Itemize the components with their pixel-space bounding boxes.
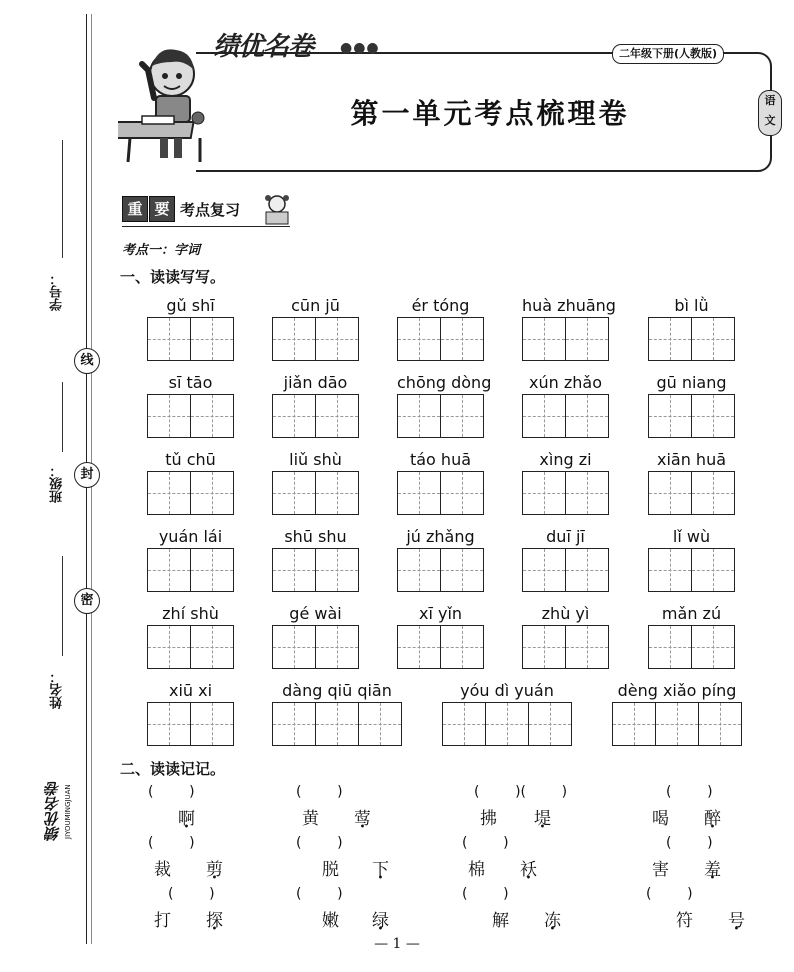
word-item [272, 527, 359, 593]
writing-cell[interactable] [147, 471, 191, 515]
tianzige-boxes [147, 548, 234, 592]
writing-cell[interactable] [272, 625, 316, 669]
writing-cell[interactable] [440, 471, 484, 515]
writing-cell[interactable] [612, 702, 656, 746]
answer-parentheses[interactable]: ( ) [168, 886, 215, 902]
remember-item [646, 835, 786, 881]
writing-cell[interactable] [397, 394, 441, 438]
remember-item [148, 784, 288, 830]
writing-cell[interactable] [315, 548, 359, 592]
word-item [272, 296, 359, 362]
tianzige-boxes [648, 394, 735, 438]
tianzige-boxes [397, 625, 484, 669]
answer-parentheses[interactable]: ( ) [462, 835, 509, 851]
writing-cell[interactable] [190, 317, 234, 361]
word-item [397, 527, 484, 593]
writing-cell[interactable] [147, 625, 191, 669]
writing-cell[interactable] [522, 625, 566, 669]
hanzi-char: 喝 [652, 809, 669, 829]
pinyin-label: mǎn zú [661, 604, 722, 623]
writing-cell[interactable] [648, 394, 692, 438]
writing-cell[interactable] [190, 471, 234, 515]
writing-cell[interactable] [442, 702, 486, 746]
writing-cell[interactable] [648, 625, 692, 669]
hanzi-char: 拂 [480, 809, 497, 829]
tianzige-boxes [272, 548, 359, 592]
word-item [522, 373, 609, 439]
writing-cell[interactable] [190, 702, 234, 746]
word-item [397, 604, 484, 670]
writing-cell[interactable] [691, 625, 735, 669]
remember-item [462, 886, 602, 932]
writing-cell[interactable] [190, 625, 234, 669]
side-logo-text: 绩优名卷 [44, 781, 62, 841]
writing-cell[interactable] [147, 394, 191, 438]
writing-cell[interactable] [272, 471, 316, 515]
writing-cell[interactable] [397, 471, 441, 515]
tianzige-boxes [147, 471, 234, 515]
remember-item [646, 886, 786, 932]
brand-logo: 绩优名卷 [213, 32, 314, 62]
tianzige-boxes [397, 394, 484, 438]
hanzi-char: 羞 • [704, 855, 721, 880]
word-item [272, 604, 359, 670]
page-number: — 1 — [374, 936, 420, 952]
word-item [397, 373, 492, 439]
writing-cell[interactable] [147, 317, 191, 361]
student-id-label: 学号： [50, 272, 65, 312]
answer-parentheses[interactable]: ( ) [296, 886, 343, 902]
writing-cell[interactable] [522, 471, 566, 515]
writing-cell[interactable] [147, 548, 191, 592]
seal-circle-feng: 封 [74, 462, 100, 488]
tianzige-boxes [272, 471, 359, 515]
word-item [147, 296, 234, 362]
writing-cell[interactable] [440, 394, 484, 438]
pinyin-label: xìng zi [539, 450, 592, 469]
writing-cell[interactable] [648, 317, 692, 361]
writing-cell[interactable] [691, 471, 735, 515]
writing-cell[interactable] [655, 702, 699, 746]
answer-parentheses[interactable]: ( )( ) [474, 784, 568, 800]
hanzi-char: 袄 • [520, 855, 537, 880]
hanzi-char: 解 [492, 911, 509, 931]
remember-item [296, 784, 436, 830]
answer-parentheses[interactable]: ( ) [666, 784, 713, 800]
pinyin-label: liǔ shù [289, 450, 342, 469]
pinyin-label: dèng xiǎo píng [617, 681, 737, 700]
word-item [397, 296, 484, 362]
tianzige-boxes [397, 471, 484, 515]
writing-cell[interactable] [565, 548, 609, 592]
writing-cell[interactable] [691, 394, 735, 438]
pinyin-label: táo huā [409, 450, 472, 469]
writing-cell[interactable] [397, 548, 441, 592]
word-item [397, 450, 484, 516]
word-item [612, 681, 742, 747]
writing-cell[interactable] [190, 394, 234, 438]
word-item [648, 296, 735, 362]
writing-cell[interactable] [691, 548, 735, 592]
tianzige-boxes [272, 702, 402, 746]
pinyin-label: ér tóng [411, 296, 470, 315]
name-blank [62, 556, 63, 656]
word-item [147, 450, 234, 516]
hanzi-char: 黄 [302, 809, 319, 829]
badge-text: 考点复习 [180, 200, 241, 219]
tianzige-boxes [272, 625, 359, 669]
section1-title: 一、读读写写。 [120, 268, 226, 286]
writing-cell[interactable] [648, 548, 692, 592]
grade-tag: 二年级下册(人教版) [612, 44, 724, 64]
writing-cell[interactable] [315, 394, 359, 438]
writing-cell[interactable] [528, 702, 572, 746]
writing-cell[interactable] [272, 317, 316, 361]
writing-cell[interactable] [147, 702, 191, 746]
tianzige-boxes [272, 394, 359, 438]
pinyin-label: chōng dòng [397, 373, 492, 392]
word-item [648, 604, 735, 670]
side-logo-pinyin: JIYOUMINGJUAN [64, 784, 72, 839]
remember-item [148, 886, 288, 932]
word-item [272, 450, 359, 516]
writing-cell[interactable] [691, 317, 735, 361]
kaodian-label: 考点一：字词 [122, 243, 201, 258]
word-item [147, 527, 234, 593]
hanzi-char: 莺 • [354, 804, 371, 829]
remember-item [462, 784, 602, 830]
word-item [522, 450, 609, 516]
tianzige-boxes [147, 394, 234, 438]
tianzige-boxes [648, 471, 735, 515]
writing-cell[interactable] [440, 548, 484, 592]
writing-cell[interactable] [565, 394, 609, 438]
hanzi-char: 下 • [372, 855, 389, 880]
pinyin-label: zhù yì [541, 604, 590, 623]
word-item [522, 527, 609, 593]
answer-parentheses[interactable]: ( ) [646, 886, 693, 902]
tianzige-boxes [397, 548, 484, 592]
seal-circle-mi: 密 [74, 588, 100, 614]
hanzi-char: 绿 • [372, 906, 389, 931]
hanzi-char: 剪 • [206, 855, 223, 880]
hanzi-char: 害 [652, 860, 669, 880]
word-item [522, 604, 609, 670]
writing-cell[interactable] [522, 394, 566, 438]
pinyin-label: xiān huā [656, 450, 727, 469]
writing-cell[interactable] [522, 317, 566, 361]
tianzige-boxes [648, 625, 735, 669]
word-item [522, 296, 616, 362]
remember-item [646, 784, 786, 830]
tianzige-boxes [522, 548, 609, 592]
remember-item [148, 835, 288, 881]
pinyin-label: xī yǐn [418, 604, 463, 623]
hanzi-char: 醉 • [704, 804, 721, 829]
writing-cell[interactable] [315, 702, 359, 746]
section-badge [122, 196, 240, 222]
subject-tab [758, 90, 782, 136]
tianzige-boxes [147, 702, 234, 746]
hanzi-char: 脱 [322, 860, 339, 880]
hanzi-char: 裁 [154, 860, 171, 880]
tianzige-boxes [522, 625, 609, 669]
pinyin-label: huà zhuāng [522, 296, 616, 315]
tianzige-boxes [442, 702, 572, 746]
writing-cell[interactable] [315, 625, 359, 669]
badge-char-2: 要 [149, 196, 175, 222]
hanzi-char: 堤 • [534, 804, 551, 829]
side-logo [40, 745, 80, 845]
writing-cell[interactable] [440, 625, 484, 669]
word-item [147, 373, 234, 439]
hanzi-char: 冻 • [544, 906, 561, 931]
writing-cell[interactable] [397, 625, 441, 669]
pinyin-label: gé wài [289, 604, 342, 623]
student-id-blank [62, 140, 63, 258]
hanzi-char: 棉 [468, 860, 485, 880]
writing-cell[interactable] [315, 471, 359, 515]
pinyin-label: jiǎn dāo [283, 373, 348, 392]
answer-parentheses[interactable]: ( ) [666, 835, 713, 851]
word-item [648, 527, 735, 593]
badge-char-1: 重 [122, 196, 148, 222]
remember-item [462, 835, 602, 881]
subject-char-1: 语 [764, 94, 776, 107]
pinyin-label: duī jī [546, 527, 585, 546]
girl-mascot-icon [262, 192, 292, 226]
hanzi-char: 啊 • [178, 804, 195, 829]
answer-parentheses[interactable]: ( ) [296, 784, 343, 800]
hanzi-char: 号 • [728, 906, 745, 931]
writing-cell[interactable] [522, 548, 566, 592]
tianzige-boxes [272, 317, 359, 361]
writing-cell[interactable] [358, 702, 402, 746]
pinyin-label: yuán lái [158, 527, 223, 546]
tianzige-boxes [147, 625, 234, 669]
writing-cell[interactable] [565, 625, 609, 669]
pinyin-label: yóu dì yuán [460, 681, 554, 700]
pinyin-label: tǔ chū [165, 450, 216, 469]
word-item [272, 373, 359, 439]
hanzi-char: 符 [676, 911, 693, 931]
page-title: 第一单元考点梳理卷 [350, 97, 630, 130]
tianzige-boxes [147, 317, 234, 361]
pinyin-label: jú zhǎng [406, 527, 475, 546]
pinyin-label: gǔ shī [166, 296, 215, 315]
word-item [442, 681, 572, 747]
word-item [147, 604, 234, 670]
tianzige-boxes [648, 548, 735, 592]
writing-cell[interactable] [272, 394, 316, 438]
pinyin-label: xiū xi [168, 681, 213, 700]
class-label: 班级： [50, 464, 65, 504]
writing-cell[interactable] [190, 548, 234, 592]
writing-cell[interactable] [565, 317, 609, 361]
word-item [648, 450, 735, 516]
writing-cell[interactable] [648, 471, 692, 515]
class-blank [62, 382, 63, 452]
brand-dots: ●●● [340, 40, 380, 56]
writing-cell[interactable] [485, 702, 529, 746]
badge-underline [122, 226, 290, 227]
name-label: 姓名： [50, 670, 65, 710]
tianzige-boxes [522, 317, 609, 361]
word-item [648, 373, 735, 439]
tianzige-boxes [648, 317, 735, 361]
word-item [147, 681, 234, 747]
pinyin-label: shū shu [284, 527, 347, 546]
tianzige-boxes [522, 394, 609, 438]
pinyin-label: cūn jū [291, 296, 340, 315]
section2-title: 二、读读记记。 [120, 760, 226, 778]
word-item [272, 681, 402, 747]
remember-item [296, 886, 436, 932]
writing-cell[interactable] [272, 548, 316, 592]
hanzi-char: 嫩 [322, 911, 339, 931]
tianzige-boxes [397, 317, 484, 361]
answer-parentheses[interactable]: ( ) [148, 784, 195, 800]
pinyin-label: xún zhǎo [529, 373, 602, 392]
tianzige-boxes [522, 471, 609, 515]
pinyin-label: sī tāo [168, 373, 213, 392]
answer-parentheses[interactable]: ( ) [296, 835, 343, 851]
subject-char-2: 文 [764, 114, 776, 127]
pinyin-label: lǐ wù [672, 527, 711, 546]
writing-cell[interactable] [397, 317, 441, 361]
remember-item [296, 835, 436, 881]
hanzi-char: 打 [154, 911, 171, 931]
writing-cell[interactable] [315, 317, 359, 361]
hanzi-char: 探 • [206, 906, 223, 931]
answer-parentheses[interactable]: ( ) [462, 886, 509, 902]
writing-cell[interactable] [698, 702, 742, 746]
pinyin-label: gū niang [656, 373, 727, 392]
pinyin-label: dàng qiū qiān [282, 681, 392, 700]
seal-circle-xian: 线 [74, 348, 100, 374]
pinyin-label: zhí shù [162, 604, 219, 623]
answer-parentheses[interactable]: ( ) [148, 835, 195, 851]
writing-cell[interactable] [440, 317, 484, 361]
writing-cell[interactable] [565, 471, 609, 515]
pinyin-label: bì lǜ [674, 296, 709, 315]
writing-cell[interactable] [272, 702, 316, 746]
tianzige-boxes [612, 702, 742, 746]
